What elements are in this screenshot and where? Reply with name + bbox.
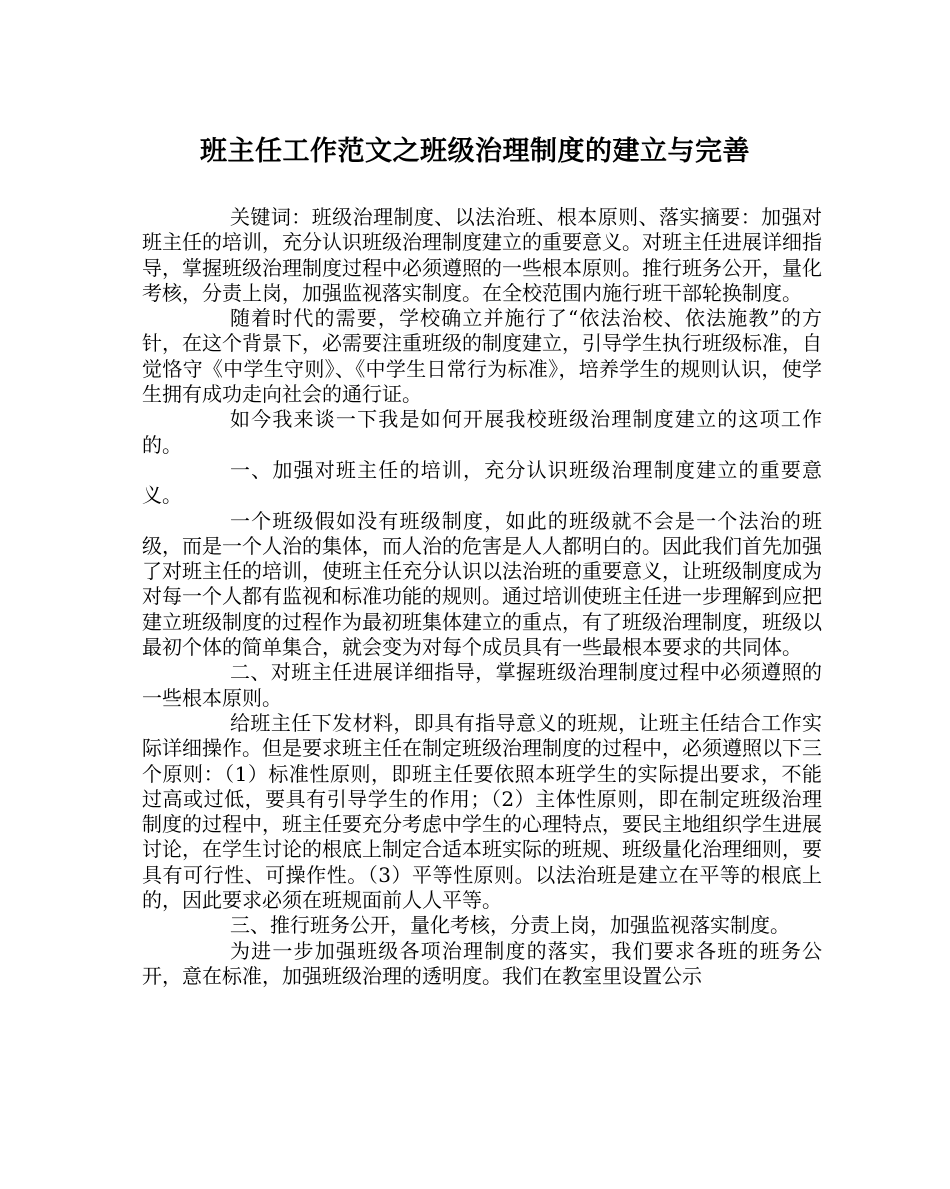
paragraph-background: 随着时代的需要，学校确立并施行了“依法治校、依法施教”的方针，在这个背景下，必需要注重班级的制度建立，引导学生执行班级标准，自觉恪守《中学生守则》、《中学生日常行为标准》，培养学生的规则认识，使学生拥有成功走向社会的通行证。 bbox=[142, 306, 822, 407]
document-body bbox=[142, 205, 822, 989]
section-heading-3: 三、推行班务公开，量化考核，分责上岗，加强监视落实制度。 bbox=[230, 913, 790, 938]
section-heading-2: 二、对班主任进展详细指导，掌握班级治理制度过程中必须遵照的一些根本原则。 bbox=[142, 660, 822, 710]
section-heading-1: 一、加强对班主任的培训，充分认识班级治理制度建立的重要意义。 bbox=[142, 457, 822, 508]
document-title: 班主任工作范文之班级治理制度的建立与完善 bbox=[200, 136, 750, 167]
paragraph-section-3: 为进一步加强班级各项治理制度的落实，我们要求各班的班务公开，意在标准，加强班级治理的透明度。我们在教室里设置公示 bbox=[142, 938, 822, 988]
paragraph-keywords-abstract: 关键词：班级治理制度、以法治班、根本原则、落实摘要：加强对班主任的培训，充分认识班级治理制度建立的重要意义。对班主任进展详细指导，掌握班级治理制度过程中必须遵照的一些根本原则。推行班务公开，量化考核，分责上岗，加强监视落实制度。在全校范围内施行班干部轮换制度。 bbox=[142, 205, 822, 305]
paragraph-section-2: 给班主任下发材料，即具有指导意义的班规，让班主任结合工作实际详细操作。但是要求班主任在制定班级治理制度的过程中，必须遵照以下三个原则：（1）标准性原则，即班主任要依照本班学生的实际提出要求，不能过高或过低，要具有引导学生的作用；（2）主体性原则，即在制定班级治理制度的过程中，班主任要充分考虑中学生的心理特点，要民主地组织学生进展讨论，在学生讨论的根底上制定合适本班实际的班规、班级量化治理细则，要具有可行性、可操作性。（3）平等性原则。以法治班是建立在平等的根底上的，因此要求必须在班规面前人人平等。 bbox=[142, 710, 822, 913]
paragraph-introduction: 如今我来谈一下我是如何开展我校班级治理制度建立的这项工作的。 bbox=[142, 407, 822, 457]
paragraph-section-1: 一个班级假如没有班级制度，如此的班级就不会是一个法治的班级，而是一个人治的集体，而人治的危害是人人都明白的。因此我们首先加强了对班主任的培训，使班主任充分认识以法治班的重要意义，让班级制度成为对每一个人都有监视和标准功能的规则。通过培训使班主任进一步理解到应把建立班级制度的过程作为最初班集体建立的重点，有了班级治理制度，班级以最初个体的简单集合，就会变为对每个成员具有一些最根本要求的共同体。 bbox=[142, 508, 822, 660]
